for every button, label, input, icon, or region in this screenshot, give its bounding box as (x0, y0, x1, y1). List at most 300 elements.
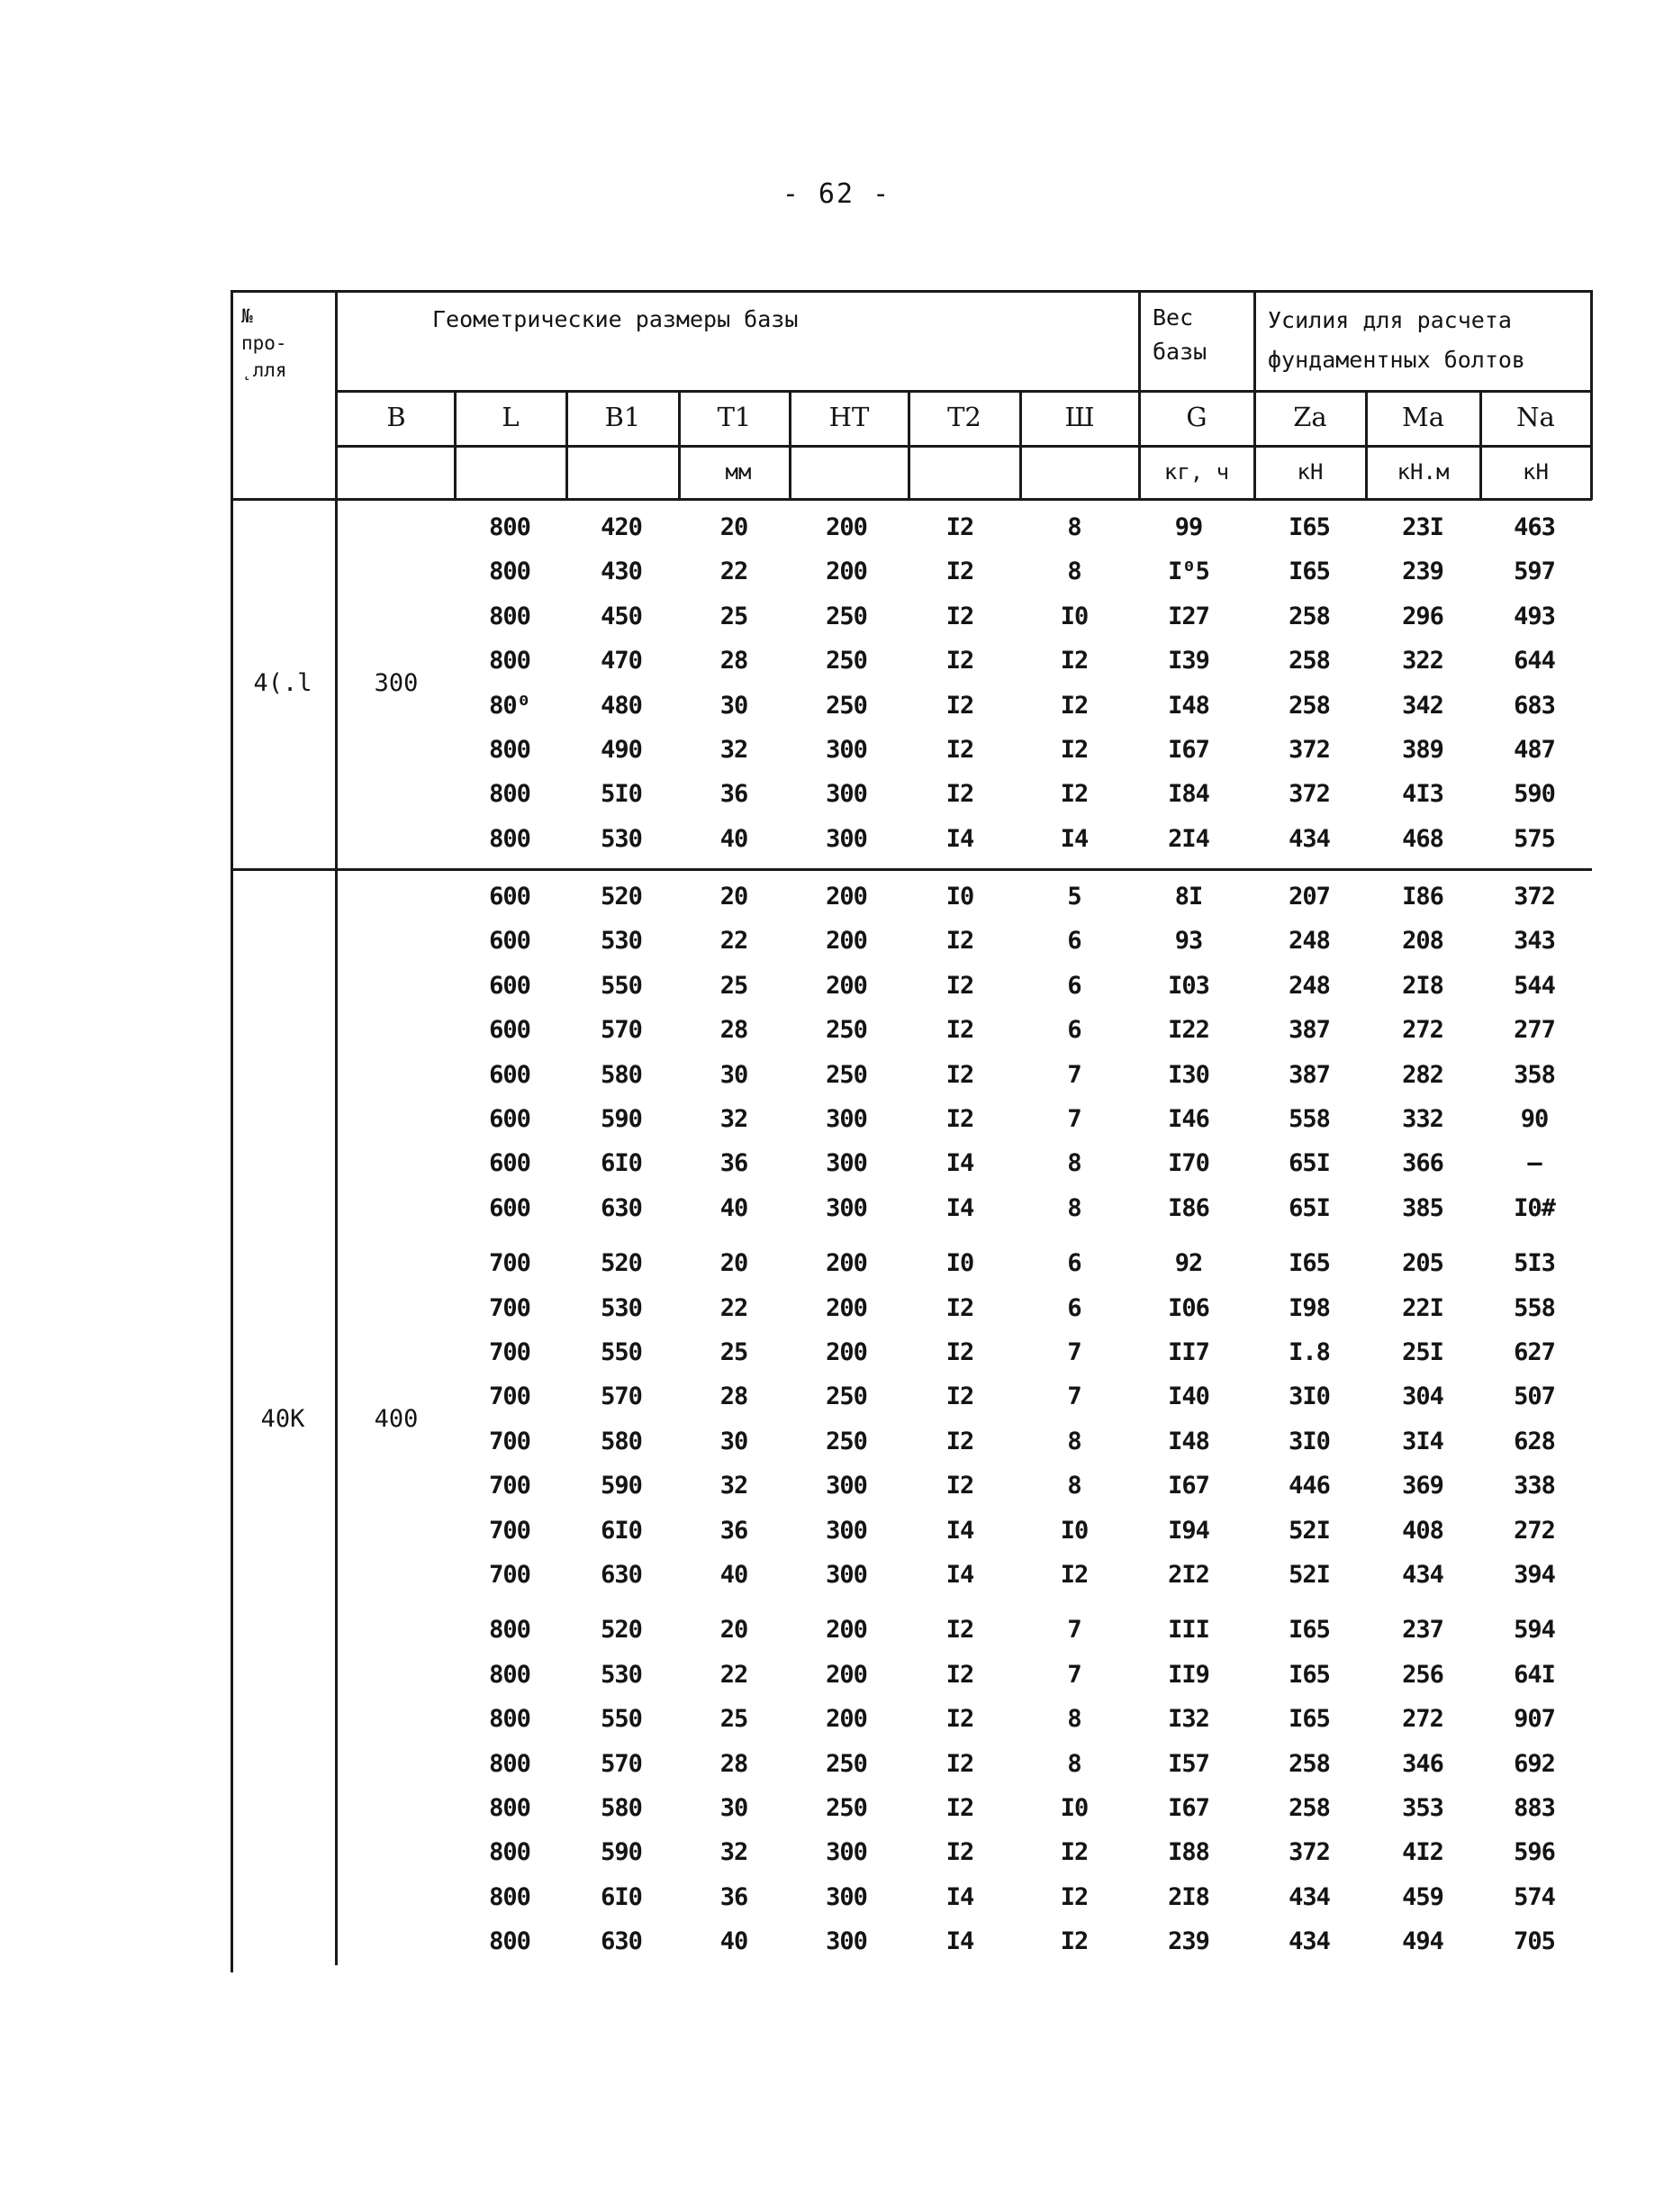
cell-l: 700 (489, 1338, 530, 1366)
cell-t1: 40 (719, 824, 748, 853)
cell-l: 600 (489, 1149, 530, 1178)
cell-ma: 208 (1402, 927, 1443, 956)
cell-t2: I2 (945, 1105, 974, 1133)
cell-na: 394 (1514, 1561, 1555, 1589)
cell-ma: 296 (1402, 602, 1443, 630)
cell-t1: 22 (719, 558, 748, 586)
cell-na: 597 (1514, 558, 1555, 586)
cell-ma: 346 (1402, 1749, 1443, 1778)
cell-za: 258 (1289, 602, 1330, 630)
cell-l: 700 (489, 1472, 530, 1500)
cell-g: I57 (1168, 1749, 1209, 1778)
cell-l: 700 (489, 1427, 530, 1455)
cell-t1: 36 (719, 1149, 748, 1178)
cell-t1: 36 (719, 780, 748, 809)
cell-g: 2I2 (1168, 1561, 1209, 1589)
cell-za: 387 (1289, 1060, 1330, 1089)
cell-t1: 32 (719, 1105, 748, 1133)
cell-za: 258 (1289, 647, 1330, 675)
cell-ma: 369 (1402, 1472, 1443, 1500)
col-head-b: B (386, 402, 406, 432)
cell-g: 93 (1174, 927, 1203, 956)
cell-g: I32 (1168, 1705, 1209, 1734)
cell-b1: 570 (601, 1016, 642, 1045)
cell-l: 800 (489, 602, 530, 630)
cell-za: 65I (1289, 1149, 1330, 1178)
cell-ht: 200 (826, 1293, 867, 1322)
cell-g: I48 (1168, 691, 1209, 720)
cell-t2: I2 (945, 780, 974, 809)
weight-title: Вес базы (1153, 304, 1207, 365)
cell-g: I03 (1168, 971, 1209, 1000)
cell-ht: 200 (826, 1338, 867, 1366)
geometry-title: Геометрические размеры базы (432, 306, 799, 332)
cell-t1: 40 (719, 1561, 748, 1589)
cell-za: 258 (1289, 1749, 1330, 1778)
cell-ma: 239 (1402, 558, 1443, 586)
cell-t1: 20 (719, 513, 748, 541)
cell-na: 628 (1514, 1427, 1555, 1455)
cell-ht: 250 (826, 1382, 867, 1411)
cell-g: I84 (1168, 780, 1209, 809)
cell-g: II7 (1168, 1338, 1209, 1366)
cell-ma: 4I3 (1402, 780, 1443, 809)
cell-ht: 200 (826, 1705, 867, 1734)
cell-l: 800 (489, 647, 530, 675)
cell-sh: 8 (1067, 513, 1081, 541)
cell-l: 800 (489, 736, 530, 764)
cell-ht: 200 (826, 927, 867, 956)
cell-l: 800 (489, 1705, 530, 1734)
cell-ht: 300 (826, 780, 867, 809)
cell-b1: 580 (601, 1794, 642, 1822)
cell-t1: 25 (719, 971, 748, 1000)
cell-g: I67 (1168, 1794, 1209, 1822)
cell-t2: I4 (945, 1927, 974, 1956)
cell-t2: I2 (945, 1016, 974, 1045)
cell-t2: I2 (945, 1060, 974, 1089)
cell-ht: 200 (826, 1249, 867, 1278)
forces-title: Усилия для расчета фундаментных болтов (1268, 307, 1525, 373)
cell-l: 800 (489, 1838, 530, 1867)
cell-na: 487 (1514, 736, 1555, 764)
cell-na: 343 (1514, 927, 1555, 956)
cell-b1: 480 (601, 691, 642, 720)
cell-ma: 494 (1402, 1927, 1443, 1956)
cell-t2: I2 (945, 1838, 974, 1867)
cell-t1: 22 (719, 1660, 748, 1689)
cell-na: 575 (1514, 824, 1555, 853)
cell-ht: 250 (826, 1427, 867, 1455)
cell-b1: 550 (601, 971, 642, 1000)
cell-za: 434 (1289, 1882, 1330, 1911)
cell-t1: 25 (719, 1338, 748, 1366)
cell-ma: 237 (1402, 1616, 1443, 1645)
cell-t1: 20 (719, 883, 748, 911)
cell-sh: I2 (1060, 1561, 1089, 1589)
cell-ma: I86 (1402, 883, 1443, 911)
cell-na: 372 (1514, 883, 1555, 911)
cell-na: 574 (1514, 1882, 1555, 1911)
cell-ma: 205 (1402, 1249, 1443, 1278)
cell-t1: 30 (719, 1427, 748, 1455)
cell-l: 600 (489, 1016, 530, 1045)
cell-g: I27 (1168, 602, 1209, 630)
cell-t2: I4 (945, 824, 974, 853)
cell-t2: I0 (945, 883, 974, 911)
cell-b1: 630 (601, 1193, 642, 1222)
cell-sh: 7 (1067, 1105, 1081, 1133)
cell-l: 800 (489, 824, 530, 853)
cell-g: 92 (1174, 1249, 1203, 1278)
cell-sh: I2 (1060, 691, 1089, 720)
cell-na: 907 (1514, 1705, 1555, 1734)
cell-l: 800 (489, 1616, 530, 1645)
cell-t2: I4 (945, 1882, 974, 1911)
cell-l: 800 (489, 558, 530, 586)
cell-t2: I2 (945, 1616, 974, 1645)
cell-ht: 250 (826, 602, 867, 630)
cell-na: 692 (1514, 1749, 1555, 1778)
cell-ht: 200 (826, 883, 867, 911)
cell-ht: 200 (826, 513, 867, 541)
cell-ht: 300 (826, 1149, 867, 1178)
cell-na: I0# (1514, 1193, 1555, 1222)
cell-g: I94 (1168, 1516, 1209, 1545)
cell-t2: I2 (945, 927, 974, 956)
cell-g: 2I8 (1168, 1882, 1209, 1911)
cell-na: 644 (1514, 647, 1555, 675)
cell-ht: 250 (826, 1794, 867, 1822)
cell-l: 700 (489, 1516, 530, 1545)
cell-ma: 22I (1402, 1293, 1443, 1322)
cell-sh: I0 (1060, 602, 1089, 630)
cell-ma: 304 (1402, 1382, 1443, 1411)
cell-sh: 8 (1067, 1149, 1081, 1178)
cell-g: I40 (1168, 1382, 1209, 1411)
cell-l: 700 (489, 1382, 530, 1411)
cell-t2: I2 (945, 1794, 974, 1822)
cell-l: 600 (489, 927, 530, 956)
cell-t1: 22 (719, 1293, 748, 1322)
cell-ma: 25I (1402, 1338, 1443, 1366)
cell-sh: 7 (1067, 1660, 1081, 1689)
cell-sh: 6 (1067, 927, 1081, 956)
col-head-t1: T1 (717, 402, 752, 432)
cell-za: 372 (1289, 1838, 1330, 1867)
cell-na: 594 (1514, 1616, 1555, 1645)
cell-ma: 434 (1402, 1561, 1443, 1589)
cell-t2: I4 (945, 1561, 974, 1589)
cell-g: 2I4 (1168, 824, 1209, 853)
cell-g: I48 (1168, 1427, 1209, 1455)
cell-ma: 332 (1402, 1105, 1443, 1133)
cell-na: 544 (1514, 971, 1555, 1000)
cell-sh: 6 (1067, 1249, 1081, 1278)
cell-g: 239 (1168, 1927, 1209, 1956)
cell-ma: 3I4 (1402, 1427, 1443, 1455)
cell-b1: 590 (601, 1105, 642, 1133)
cell-t1: 30 (719, 691, 748, 720)
cell-l: 800 (489, 513, 530, 541)
cell-t1: 32 (719, 736, 748, 764)
cell-za: 372 (1289, 780, 1330, 809)
cell-b1: 520 (601, 1249, 642, 1278)
cell-t2: I2 (945, 1705, 974, 1734)
col-head-b1: B1 (604, 402, 641, 432)
cell-t1: 36 (719, 1516, 748, 1545)
cell-sh: I0 (1060, 1516, 1089, 1545)
cell-na: 463 (1514, 513, 1555, 541)
cell-ht: 300 (826, 1838, 867, 1867)
cell-ht: 300 (826, 1193, 867, 1222)
cell-na: 627 (1514, 1338, 1555, 1366)
cell-l: 600 (489, 1060, 530, 1089)
cell-za: 258 (1289, 691, 1330, 720)
cell-b1: 490 (601, 736, 642, 764)
b-value: 300 (374, 668, 419, 697)
cell-ht: 300 (826, 736, 867, 764)
cell-sh: I2 (1060, 1882, 1089, 1911)
cell-g: I67 (1168, 736, 1209, 764)
cell-b1: 530 (601, 824, 642, 853)
cell-t1: 32 (719, 1472, 748, 1500)
cell-sh: I2 (1060, 780, 1089, 809)
cell-t2: I2 (945, 691, 974, 720)
cell-l: 700 (489, 1293, 530, 1322)
cell-sh: I2 (1060, 1927, 1089, 1956)
cell-za: 446 (1289, 1472, 1330, 1500)
cell-ht: 300 (826, 1927, 867, 1956)
cell-l: 600 (489, 883, 530, 911)
cell-na: 507 (1514, 1382, 1555, 1411)
cell-ht: 250 (826, 691, 867, 720)
cell-g: I67 (1168, 1472, 1209, 1500)
cell-t1: 28 (719, 1016, 748, 1045)
cell-ma: 342 (1402, 691, 1443, 720)
cell-b1: 630 (601, 1561, 642, 1589)
cell-g: I86 (1168, 1193, 1209, 1222)
cell-sh: I2 (1060, 1838, 1089, 1867)
cell-b1: 450 (601, 602, 642, 630)
cell-b1: 6I0 (601, 1149, 642, 1178)
cell-sh: 8 (1067, 1472, 1081, 1500)
cell-na: 5I3 (1514, 1249, 1555, 1278)
cell-t2: I2 (945, 736, 974, 764)
cell-ht: 250 (826, 1016, 867, 1045)
cell-t2: I2 (945, 513, 974, 541)
cell-b1: 470 (601, 647, 642, 675)
cell-za: I65 (1289, 558, 1330, 586)
cell-ht: 300 (826, 1472, 867, 1500)
profile-label: 4(.l (253, 668, 312, 697)
cell-ma: 385 (1402, 1193, 1443, 1222)
cell-b1: 6I0 (601, 1516, 642, 1545)
cell-l: 600 (489, 971, 530, 1000)
cell-t1: 20 (719, 1616, 748, 1645)
cell-b1: 630 (601, 1927, 642, 1956)
cell-za: 434 (1289, 824, 1330, 853)
cell-sh: 6 (1067, 1293, 1081, 1322)
cell-l: 800 (489, 1749, 530, 1778)
cell-sh: 7 (1067, 1382, 1081, 1411)
cell-b1: 570 (601, 1382, 642, 1411)
cell-na: 277 (1514, 1016, 1555, 1045)
cell-g: III (1168, 1616, 1209, 1645)
cell-za: 65I (1289, 1193, 1330, 1222)
cell-ma: 23I (1402, 513, 1443, 541)
cell-sh: 7 (1067, 1060, 1081, 1089)
cell-b1: 5I0 (601, 780, 642, 809)
cell-b1: 420 (601, 513, 642, 541)
cell-b1: 580 (601, 1060, 642, 1089)
cell-t2: I4 (945, 1516, 974, 1545)
cell-t1: 25 (719, 1705, 748, 1734)
cell-sh: I0 (1060, 1794, 1089, 1822)
cell-ma: 353 (1402, 1794, 1443, 1822)
cell-na: 883 (1514, 1794, 1555, 1822)
cell-sh: 8 (1067, 1705, 1081, 1734)
cell-sh: 6 (1067, 971, 1081, 1000)
cell-b1: 530 (601, 1660, 642, 1689)
cell-na: 596 (1514, 1838, 1555, 1867)
col-head-ht: HT (828, 402, 870, 432)
cell-t2: I2 (945, 1660, 974, 1689)
cell-ht: 250 (826, 1749, 867, 1778)
cell-sh: 6 (1067, 1016, 1081, 1045)
cell-na: 64I (1514, 1660, 1555, 1689)
cell-za: 248 (1289, 927, 1330, 956)
cell-za: 434 (1289, 1927, 1330, 1956)
unit-na: кН (1523, 459, 1549, 485)
cell-ma: 2I8 (1402, 971, 1443, 1000)
cell-l: 800 (489, 1882, 530, 1911)
cell-g: I88 (1168, 1838, 1209, 1867)
cell-t1: 40 (719, 1193, 748, 1222)
cell-za: 248 (1289, 971, 1330, 1000)
profile-col-header: № про- ˛лля (241, 305, 287, 381)
cell-ma: 459 (1402, 1882, 1443, 1911)
cell-t2: I4 (945, 1193, 974, 1222)
cell-l: 800 (489, 1794, 530, 1822)
cell-t2: I2 (945, 1427, 974, 1455)
cell-t1: 32 (719, 1838, 748, 1867)
cell-l: 800 (489, 1927, 530, 1956)
cell-sh: 8 (1067, 1749, 1081, 1778)
col-head-na: Na (1516, 402, 1555, 432)
cell-na: 683 (1514, 691, 1555, 720)
cell-t2: I2 (945, 1749, 974, 1778)
cell-ma: 389 (1402, 736, 1443, 764)
cell-ht: 300 (826, 1561, 867, 1589)
cell-b1: 570 (601, 1749, 642, 1778)
cell-ma: 272 (1402, 1705, 1443, 1734)
cell-t1: 30 (719, 1060, 748, 1089)
cell-b1: 550 (601, 1338, 642, 1366)
cell-t2: I2 (945, 971, 974, 1000)
cell-t1: 22 (719, 927, 748, 956)
cell-sh: 5 (1067, 883, 1081, 911)
cell-t1: 40 (719, 1927, 748, 1956)
cell-b1: 520 (601, 1616, 642, 1645)
col-head-t2: T2 (947, 402, 981, 432)
cell-za: 3I0 (1289, 1427, 1330, 1455)
col-head-l: L (502, 402, 520, 432)
cell-ma: 256 (1402, 1660, 1443, 1689)
cell-g: I46 (1168, 1105, 1209, 1133)
cell-t2: I2 (945, 558, 974, 586)
cell-na: 493 (1514, 602, 1555, 630)
cell-ht: 300 (826, 1516, 867, 1545)
unit-za: кН (1297, 459, 1324, 485)
page-number: - 62 - (782, 178, 891, 210)
cell-b1: 580 (601, 1427, 642, 1455)
cell-t2: I2 (945, 1293, 974, 1322)
cell-b1: 530 (601, 1293, 642, 1322)
cell-g: I⁰5 (1168, 558, 1209, 586)
cell-ht: 250 (826, 1060, 867, 1089)
cell-ma: 282 (1402, 1060, 1443, 1089)
cell-t2: I2 (945, 1472, 974, 1500)
cell-ma: 272 (1402, 1016, 1443, 1045)
unit-geometry: мм (725, 459, 752, 485)
cell-za: 52I (1289, 1516, 1330, 1545)
cell-na: 90 (1520, 1105, 1549, 1133)
cell-na: 558 (1514, 1293, 1555, 1322)
cell-t1: 30 (719, 1794, 748, 1822)
cell-za: I.8 (1289, 1338, 1330, 1366)
cell-sh: 7 (1067, 1338, 1081, 1366)
cell-g: I39 (1168, 647, 1209, 675)
cell-na: – (1527, 1149, 1542, 1178)
cell-ma: 4I2 (1402, 1838, 1443, 1867)
cell-na: 590 (1514, 780, 1555, 809)
cell-za: 387 (1289, 1016, 1330, 1045)
cell-g: 8I (1174, 883, 1203, 911)
cell-b1: 430 (601, 558, 642, 586)
cell-ma: 468 (1402, 824, 1443, 853)
cell-t2: I2 (945, 1382, 974, 1411)
cell-ht: 200 (826, 971, 867, 1000)
cell-l: 800 (489, 780, 530, 809)
cell-g: I22 (1168, 1016, 1209, 1045)
cell-t1: 28 (719, 647, 748, 675)
cell-g: I70 (1168, 1149, 1209, 1178)
cell-za: 258 (1289, 1794, 1330, 1822)
cell-za: I65 (1289, 513, 1330, 541)
cell-sh: 8 (1067, 558, 1081, 586)
cell-l: 700 (489, 1561, 530, 1589)
cell-ma: 322 (1402, 647, 1443, 675)
cell-l: 600 (489, 1193, 530, 1222)
cell-ma: 366 (1402, 1149, 1443, 1178)
cell-b1: 590 (601, 1472, 642, 1500)
cell-za: I65 (1289, 1660, 1330, 1689)
cell-g: II9 (1168, 1660, 1209, 1689)
cell-ht: 200 (826, 1616, 867, 1645)
cell-t1: 36 (719, 1882, 748, 1911)
cell-l: 600 (489, 1105, 530, 1133)
cell-za: 558 (1289, 1105, 1330, 1133)
cell-b1: 530 (601, 927, 642, 956)
cell-za: I98 (1289, 1293, 1330, 1322)
cell-t2: I2 (945, 647, 974, 675)
cell-za: I65 (1289, 1249, 1330, 1278)
cell-b1: 590 (601, 1838, 642, 1867)
cell-ht: 200 (826, 1660, 867, 1689)
cell-g: I06 (1168, 1293, 1209, 1322)
cell-za: I65 (1289, 1616, 1330, 1645)
